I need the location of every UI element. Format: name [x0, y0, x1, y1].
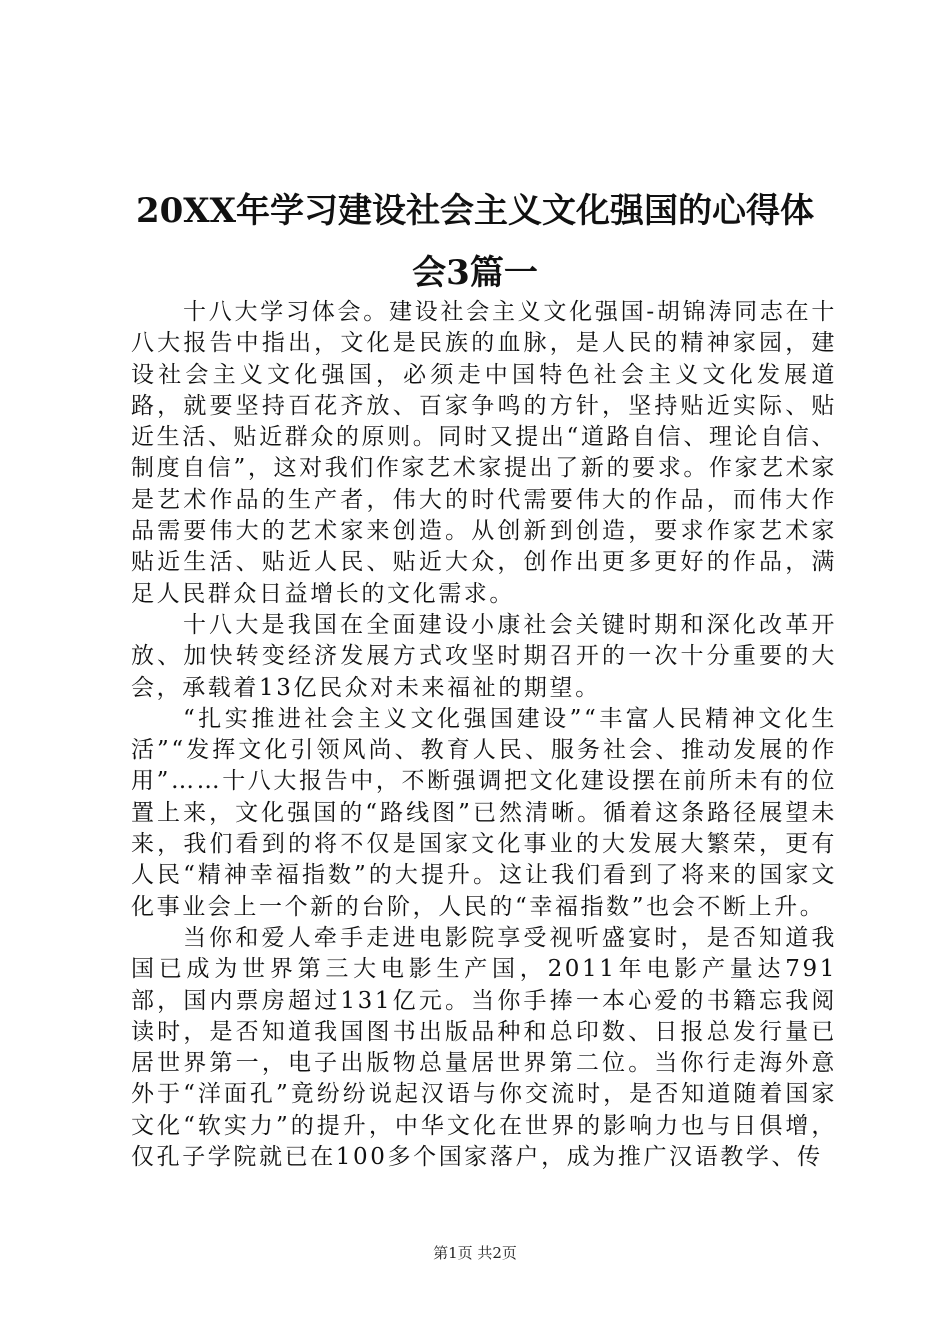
- document-title-line-1: 20XX年学习建设社会主义文化强国的心得体: [135, 191, 815, 231]
- paragraph-4: 当你和爱人牵手走进电影院享受视听盛宴时，是否知道我国已成为世界第三大电影生产国，2011年电影产量达791部，国内票房超过131亿元。当你手捧一本心爱的书籍忘我阅读时，是否知道我国图书出版品种和总印数、日报总发行量已居世界第一，电子出版物总量居世界第二位。当你行走海外意外于“洋面孔”竟纷纷说起汉语与你交流时，是否知道随着国家文化“软实力”的提升，中华文化在世界的影响力也与日俱增，仅孔子学院就已在100多个国家落户，成为推广汉语教学、传: [131, 924, 837, 1171]
- paragraph-3: “扎实推进社会主义文化强国建设”“丰富人民精神文化生活”“发挥文化引领风尚、教育人民、服务社会、推动发展的作用”……十八大报告中，不断强调把文化建设摆在前所未有的位置上来，文化强国的“路线图”已然清晰。循着这条路径展望未来，我们看到的将不仅是国家文化事业的大发展大繁荣，更有人民“精神幸福指数”的大提升。这让我们看到了将来的国家文化事业会上一个新的台阶，人民的“幸福指数”也会不断上升。: [131, 705, 837, 920]
- paragraph-1: 十八大学习体会。建设社会主义文化强国-胡锦涛同志在十八大报告中指出，文化是民族的血脉，是人民的精神家园，建设社会主义文化强国，必须走中国特色社会主义文化发展道路，就要坚持百花齐放、百家争鸣的方针，坚持贴近实际、贴近生活、贴近群众的原则。同时又提出“道路自信、理论自信、制度自信”，这对我们作家艺术家提出了新的要求。作家艺术家是艺术作品的生产者，伟大的时代需要伟大的作品，而伟大作品需要伟大的艺术家来创造。从创新到创造，要求作家艺术家贴近生活、贴近人民、贴近大众，创作出更多更好的作品，满足人民群众日益增长的文化需求。: [131, 299, 837, 607]
- paragraph-2: 十八大是我国在全面建设小康社会关键时期和深化改革开放、加快转变经济发展方式攻坚时期召开的一次十分重要的大会，承载着13亿民众对未来福祉的期望。: [131, 611, 837, 701]
- document-title-line-2: 会3篇一: [412, 253, 538, 293]
- page-footer: 第1页 共2页: [433, 1244, 517, 1262]
- document-body: [131, 297, 837, 1173]
